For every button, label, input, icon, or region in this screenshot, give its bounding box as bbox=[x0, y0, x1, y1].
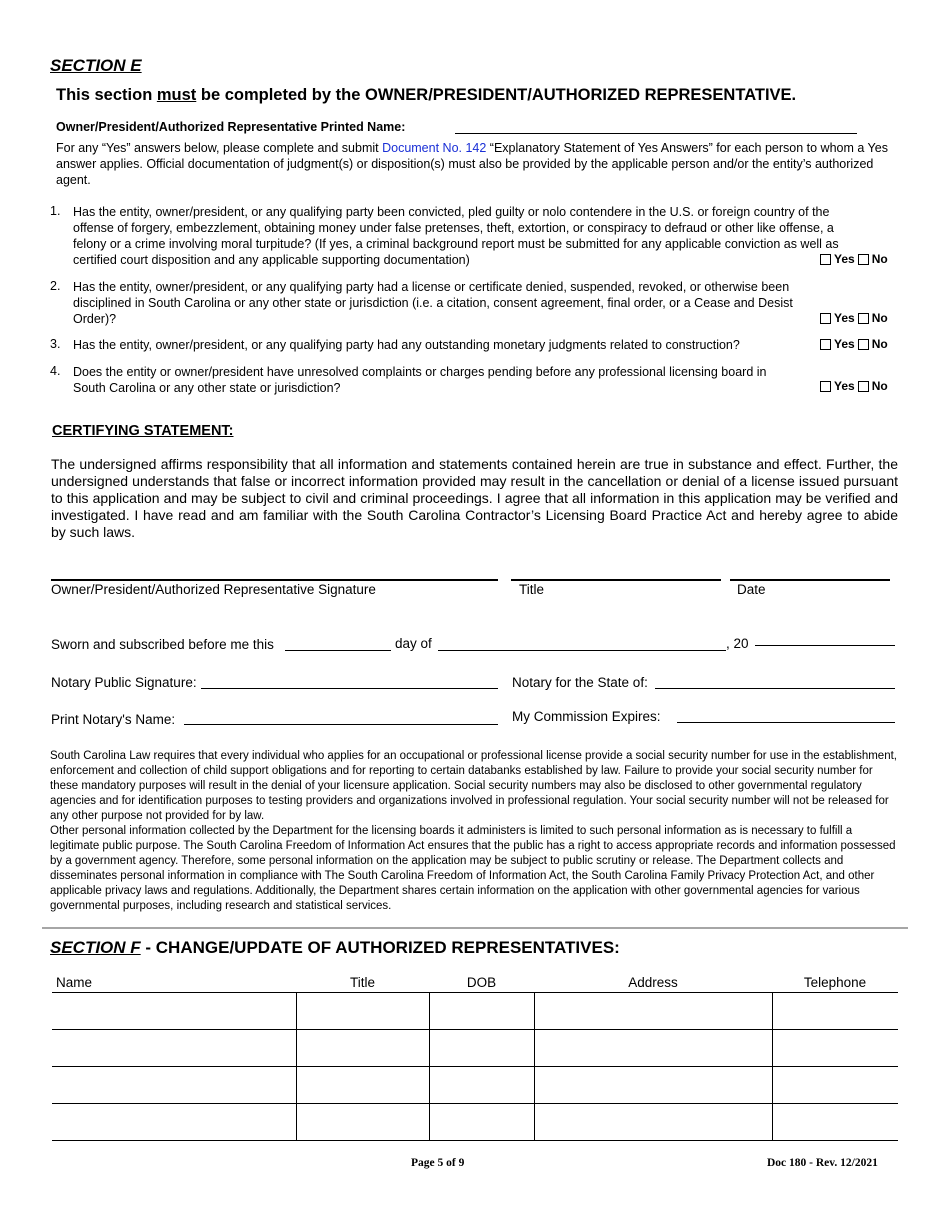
date-label: Date bbox=[737, 582, 766, 597]
question-1-text: Has the entity, owner/president, or any qualifying party been convicted, pled guilty or nolo contendere in the U.S. or foreign country of the offense of forgery, embezzlement, obtaining money under false pretenses, theft, extortion, or conspiracy to defraud or other like offense, a felony or a crime involving moral turpitude? (If yes, a criminal background report must be submitted for any applicable conviction as well as certified court disposition and any applicable supporting documentation) bbox=[73, 205, 839, 267]
date-line[interactable] bbox=[730, 579, 890, 581]
section-f-title: SECTION F bbox=[50, 938, 141, 957]
table-header-row bbox=[52, 974, 898, 993]
question-3-no-checkbox[interactable] bbox=[858, 339, 869, 350]
name-cell[interactable] bbox=[52, 1067, 296, 1104]
column-header-title: Title bbox=[296, 974, 429, 993]
dob-cell[interactable] bbox=[429, 993, 534, 1030]
authorized-representatives-table bbox=[52, 974, 898, 1141]
column-header-address: Address bbox=[534, 974, 772, 993]
day-of-label: day of bbox=[395, 636, 432, 651]
section-f-heading bbox=[50, 938, 620, 958]
document-142-link[interactable]: Document No. 142 bbox=[382, 141, 487, 155]
telephone-cell[interactable] bbox=[772, 1067, 898, 1104]
address-cell[interactable] bbox=[534, 1030, 772, 1067]
title-cell[interactable] bbox=[296, 1067, 429, 1104]
dob-cell[interactable] bbox=[429, 1104, 534, 1141]
question-2-yes-checkbox[interactable] bbox=[820, 313, 831, 324]
question-4-yes-checkbox[interactable] bbox=[820, 381, 831, 392]
notary-name-label: Print Notary's Name: bbox=[51, 712, 176, 727]
sworn-month-field[interactable] bbox=[438, 650, 726, 651]
question-2-no-checkbox[interactable] bbox=[858, 313, 869, 324]
section-e-title: SECTION E bbox=[50, 56, 142, 75]
column-header-dob: DOB bbox=[429, 974, 534, 993]
signature-line[interactable] bbox=[51, 579, 498, 581]
commission-field[interactable] bbox=[677, 722, 895, 723]
section-e-instruction: This section must be completed by the OWNER/PRESIDENT/AUTHORIZED REPRESENTATIVE. bbox=[56, 86, 797, 104]
telephone-cell[interactable] bbox=[772, 993, 898, 1030]
question-1-yes-checkbox[interactable] bbox=[820, 254, 831, 265]
question-3-yes-checkbox[interactable] bbox=[820, 339, 831, 350]
section-f-subtitle: - CHANGE/UPDATE OF AUTHORIZED REPRESENTATIVES: bbox=[140, 938, 620, 957]
sworn-year-field[interactable] bbox=[755, 645, 895, 646]
name-cell[interactable] bbox=[52, 1104, 296, 1141]
dob-cell[interactable] bbox=[429, 1067, 534, 1104]
document-revision: Doc 180 - Rev. 12/2021 bbox=[767, 1157, 878, 1169]
question-1-no-checkbox[interactable] bbox=[858, 254, 869, 265]
telephone-cell[interactable] bbox=[772, 1104, 898, 1141]
telephone-cell[interactable] bbox=[772, 1030, 898, 1067]
privacy-disclosure-text: Other personal information collected by the Department for the licensing boards it administers is limited to such personal information as is necessary to fulfill a legitimate public purpose. The South Carolina Freedom of Information Act ensures that the public has a right to access appropriate records and information possessed by a government agency. Therefore, some personal information on the application may be subject to public scrutiny or release. The Department collects and disseminates personal information in compliance with The South Carolina Freedom of Information Act, the South Carolina Family Privacy Protection Act, and other applicable privacy laws and regulations. Additionally, the Department shares certain information on the application with other governmental agencies for various governmental purposes, including research and statistical services. bbox=[50, 825, 896, 912]
question-4-text: Does the entity or owner/president have unresolved complaints or charges pending before any professional licensing board in South Carolina or any other state or jurisdiction? bbox=[73, 365, 767, 395]
column-header-name: Name bbox=[52, 974, 296, 993]
table-row bbox=[52, 1067, 898, 1104]
certifying-statement-body: The undersigned affirms responsibility that all information and statements contained herein are true in substance and effect. Further, the undersigned understands that false or incorrect information provided may result in the cancellation or denial of a license issued pursuant to this application and may be subject to civil and criminal proceedings. I agree that all information in this application may be verified and investigated. I have read and am familiar with the South Carolina Contractor’s Licensing Board Practice Act and hereby agree to abide by such laws. bbox=[51, 456, 898, 540]
notary-name-field[interactable] bbox=[184, 724, 498, 725]
title-cell[interactable] bbox=[296, 1104, 429, 1141]
name-cell[interactable] bbox=[52, 993, 296, 1030]
commission-label: My Commission Expires: bbox=[512, 709, 661, 724]
question-2-yes-no: Yes No bbox=[820, 311, 888, 325]
year-label: , 20 bbox=[726, 636, 749, 651]
name-cell[interactable] bbox=[52, 1030, 296, 1067]
ssn-disclosure-text: South Carolina Law requires that every individual who applies for an occupational or professional license provide a social security number for use in the establishment, enforcement and collection of child support obligations and for reporting to certain databanks established by law. Failure to provide your social security number for these mandatory purposes will result in the denial of your licensure application. Social security numbers may also be disclosed to other governmental regulatory agencies and for identification purposes to testing providers and organizations involved in professional regulation. Your social security number will not be released for any other purpose not provided for by law. bbox=[50, 750, 897, 822]
sworn-label: Sworn and subscribed before me this bbox=[51, 637, 274, 652]
title-cell[interactable] bbox=[296, 993, 429, 1030]
question-4-yes-no: Yes No bbox=[820, 379, 888, 393]
address-cell[interactable] bbox=[534, 993, 772, 1030]
question-3-yes-no: Yes No bbox=[820, 337, 888, 351]
question-3-text: Has the entity, owner/president, or any qualifying party had any outstanding monetary judgments related to construction? bbox=[73, 338, 740, 352]
section-divider bbox=[42, 927, 908, 929]
sworn-day-field[interactable] bbox=[285, 650, 391, 651]
notary-state-label: Notary for the State of: bbox=[512, 675, 648, 690]
printed-name-label: Owner/President/Authorized Representative Printed Name: bbox=[56, 120, 406, 134]
table-row bbox=[52, 993, 898, 1030]
notary-state-field[interactable] bbox=[655, 688, 895, 689]
signature-label: Owner/President/Authorized Representative Signature bbox=[51, 582, 376, 597]
question-1-yes-no: Yes No bbox=[820, 252, 888, 266]
title-line[interactable] bbox=[511, 579, 721, 581]
certifying-statement-title: CERTIFYING STATEMENT: bbox=[52, 423, 234, 439]
title-cell[interactable] bbox=[296, 1030, 429, 1067]
printed-name-field[interactable] bbox=[455, 133, 857, 134]
column-header-telephone: Telephone bbox=[772, 974, 898, 993]
address-cell[interactable] bbox=[534, 1104, 772, 1141]
table-row bbox=[52, 1104, 898, 1141]
table-row bbox=[52, 1030, 898, 1067]
title-label: Title bbox=[519, 582, 545, 597]
question-4-no-checkbox[interactable] bbox=[858, 381, 869, 392]
address-cell[interactable] bbox=[534, 1067, 772, 1104]
page-number: Page 5 of 9 bbox=[411, 1157, 465, 1169]
dob-cell[interactable] bbox=[429, 1030, 534, 1067]
question-2-text: Has the entity, owner/president, or any qualifying party had a license or certificate denied, suspended, revoked, or otherwise been disciplined in South Carolina or any other state or jurisdiction (i.e. a citation, consent agreement, final order, or a Cease and Desist Order)? bbox=[73, 280, 793, 326]
notary-signature-field[interactable] bbox=[201, 688, 498, 689]
notary-signature-label: Notary Public Signature: bbox=[51, 675, 197, 690]
yes-answers-intro: For any “Yes” answers below, please complete and submit Document No. 142 “Explanatory Statement of Yes Answers” for each person to whom a Yes answer applies. Official documentation of judgment(s) or disposition(s) must also be provided by the applicable person and/or the entity’s authorized agent. bbox=[56, 141, 888, 187]
